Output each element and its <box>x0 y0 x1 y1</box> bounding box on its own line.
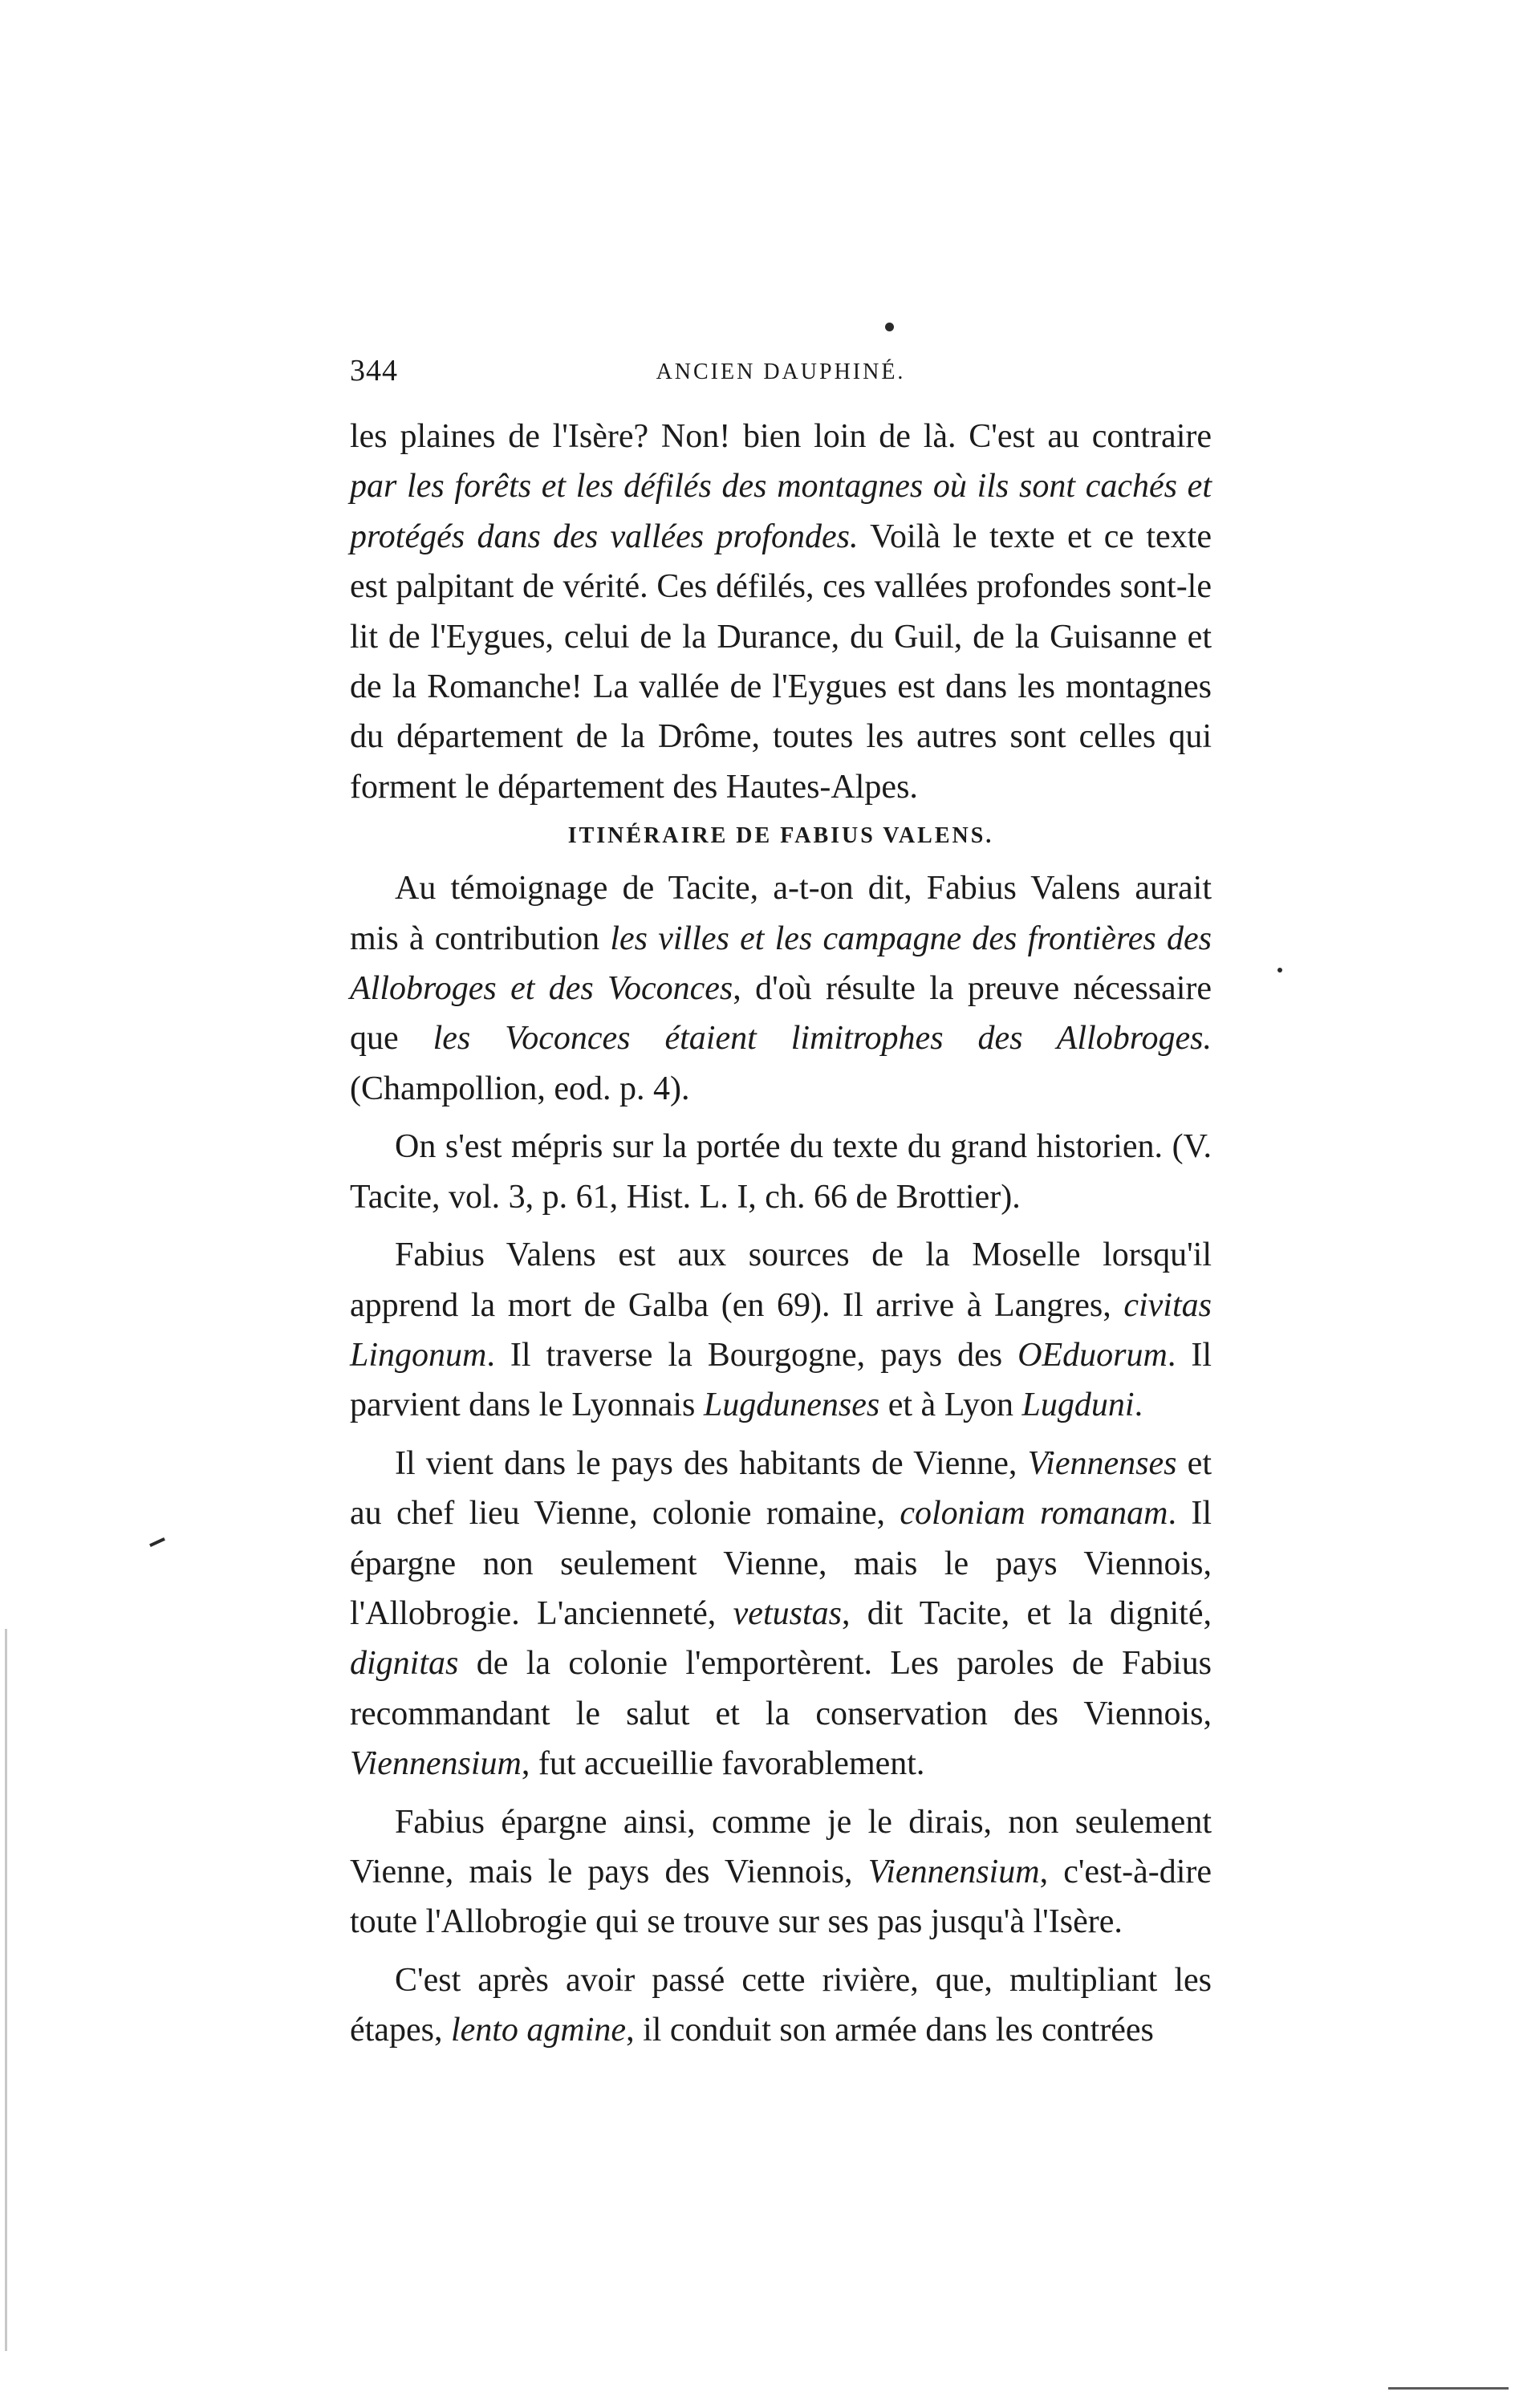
italic-latin: dignitas <box>350 1645 459 1683</box>
italic-latin: Viennensium <box>350 1745 522 1783</box>
italic-latin: Viennensium <box>867 1853 1040 1890</box>
paragraph-5: Il vient dans le pays des habitants de Vienne, Viennenses et au chef lieu Vienne, colonie romaine, coloniam romanam. Il épargne non seulement Vienne, mais le pays Viennois, l'Allobrogie. L'ancienneté, vetustas, dit Tacite, et la dignité, dignitas de la colonie l'emportèrent. Les paroles de Fabius recommandant le salut et la conservation des Viennois, Viennensium, fut accueillie favorablement. <box>350 1444 1212 1783</box>
italic-latin: lento agmine <box>450 2012 627 2049</box>
paragraph-7: C'est après avoir passé cette rivière, que, multipliant les étapes, lento agmine, il conduit son armée dans les contrées <box>350 1961 1212 2049</box>
main-text <box>350 412 1212 2056</box>
page-number: 344 <box>350 354 398 388</box>
italic-latin: Lugdunenses <box>703 1387 880 1424</box>
italic-latin: vetustas <box>733 1594 842 1632</box>
paragraph-6: Fabius épargne ainsi, comme je le dirais, non seulement Vienne, mais le pays des Viennois, Viennensium, c'est-à-dire toute l'Allobrogie qui se trouve sur ses pas jusqu'à l'Isère. <box>350 1803 1212 1941</box>
ink-speck <box>885 323 894 331</box>
scan-edge-rule <box>1388 2387 1509 2390</box>
italic-latin: civitas Lingonum <box>350 1286 1212 1374</box>
running-title: ANCIEN DAUPHINÉ. <box>656 359 906 384</box>
italic-latin: OEduorum <box>1017 1336 1168 1374</box>
paragraph-3: On s'est mépris sur la portée du texte du grand historien. (V. Tacite, vol. 3, p. 61, Hist. L. I, ch. 66 de Brottier). <box>350 1128 1212 1216</box>
italic-latin: Lugduni <box>1021 1387 1135 1424</box>
italic-quote: par les forêts et les défilés des montagnes où ils sont cachés et protégés dans des vallées profondes. <box>350 468 1212 555</box>
italic-quote: les Voconces étaient limitrophes des Allobroges. <box>433 1020 1212 1058</box>
paragraph-2: Au témoignage de Tacite, a-t-on dit, Fabius Valens aurait mis à contribution les villes et les campagne des frontières des Allobroges et des Voconces, d'où résulte la preuve nécessaire que les Voconces étaient limitrophes des Allobroges. (Champollion, eod. p. 4). <box>350 870 1212 1107</box>
page-header <box>350 353 1212 401</box>
section-heading: ITINÉRAIRE DE FABIUS VALENS. <box>567 823 994 849</box>
italic-latin: coloniam romanam <box>900 1495 1168 1533</box>
paragraph-4: Fabius Valens est aux sources de la Moselle lorsqu'il apprend la mort de Galba (en 69). Il arrive à Langres, civitas Lingonum. Il traverse la Bourgogne, pays des OEduorum. Il parvient dans le Lyonnais Lugdunenses et à Lyon Lugduni. <box>350 1236 1212 1424</box>
page-edge-shadow <box>5 1629 7 2351</box>
ink-mark <box>149 1537 165 1547</box>
italic-latin: Viennenses <box>1027 1444 1177 1482</box>
italic-quote: les villes et les campagne des frontières des Allobroges et des Voconces <box>350 920 1212 1008</box>
ink-speck <box>1277 968 1282 973</box>
paragraph-1: les plaines de l'Isère? Non! bien loin de là. C'est au contraire par les forêts et les défilés des montagnes où ils sont cachés et protégés dans des vallées profondes. Voilà le texte et ce texte est palpitant de vérité. Ces défilés, ces vallées profondes sont-le lit de l'Eygues, celui de la Durance, du Guil, de la Guisanne et de la Romanche! La vallée de l'Eygues est dans les montagnes du département de la Drôme, toutes les autres sont celles qui forment le département des Hautes-Alpes. <box>350 418 1212 806</box>
